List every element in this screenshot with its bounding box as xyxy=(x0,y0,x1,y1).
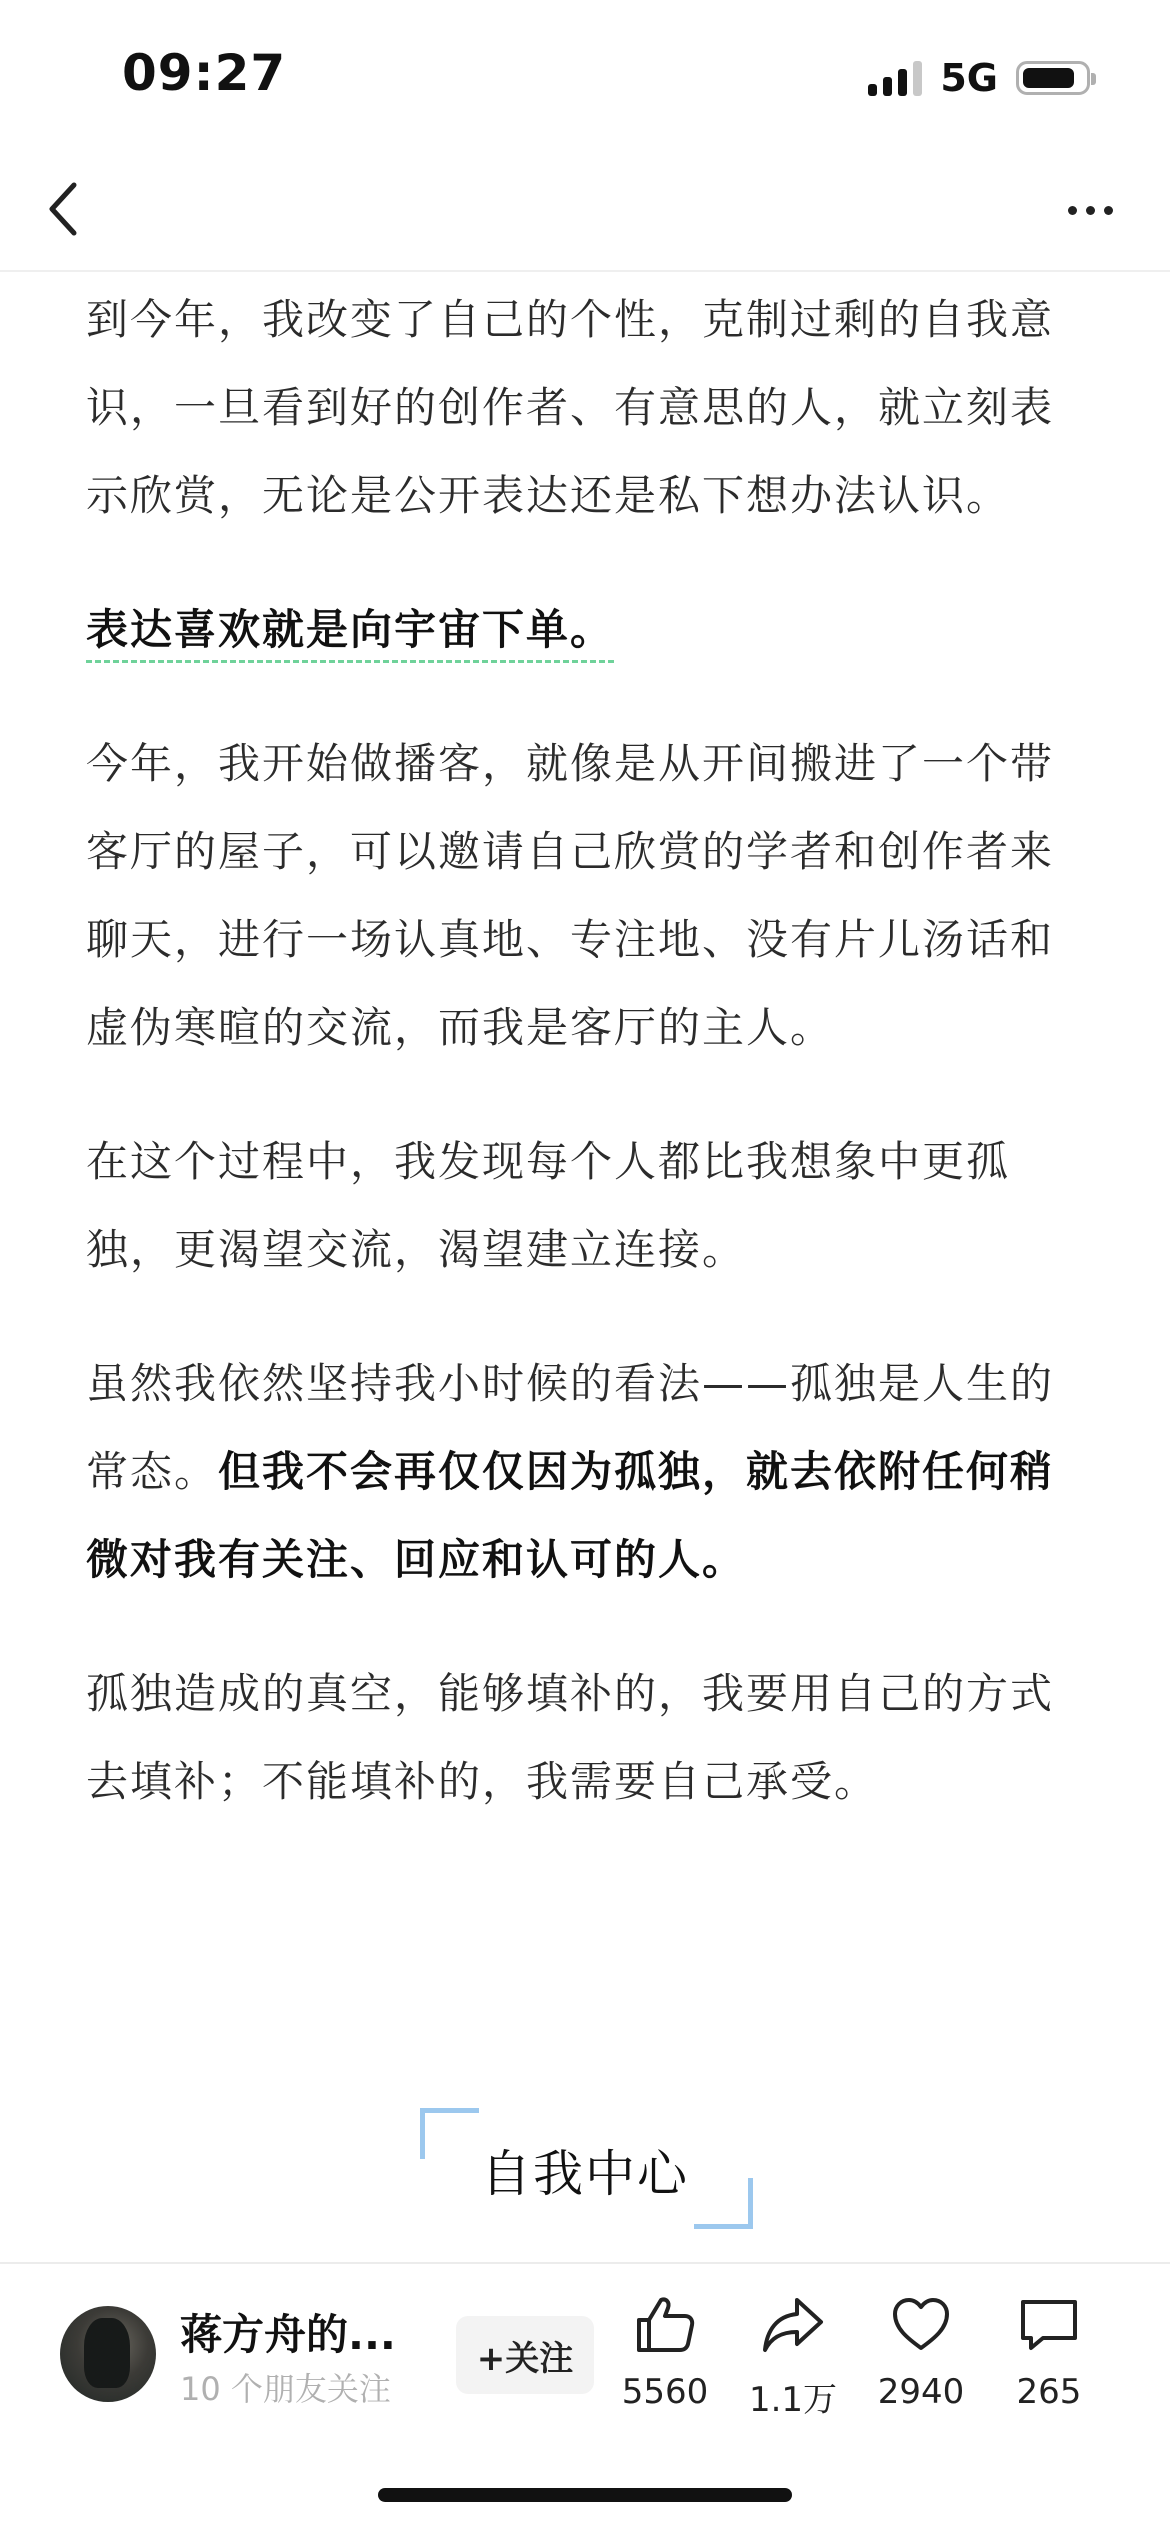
bracket-decoration xyxy=(694,2178,753,2229)
section-title: 自我中心 xyxy=(481,2145,689,2203)
status-time: 09:27 xyxy=(122,44,287,102)
follow-button[interactable]: +关注 xyxy=(456,2316,594,2394)
paragraph: 今年，我开始做播客，就像是从开间搬进了一个带客厅的屋子，可以邀请自己欣赏的学者和创作者来聊天，进行一场认真地、专注地、没有片儿汤话和虚伪寒暄的交流，而我是客厅的主人。 xyxy=(86,739,1055,1052)
thumbs-up-icon xyxy=(633,2294,697,2354)
paragraph xyxy=(86,1340,1086,1604)
section-heading xyxy=(0,2108,1170,2228)
highlighted-quote[interactable]: 表达喜欢就是向宇宙下单。 xyxy=(86,605,614,663)
author-follower-info: 10 个朋友关注 xyxy=(180,2370,391,2408)
chevron-left-icon xyxy=(44,179,84,239)
avatar[interactable] xyxy=(60,2306,156,2402)
battery-icon xyxy=(1016,61,1090,95)
like-count: 5560 xyxy=(621,2372,709,2412)
author-name[interactable]: 蒋方舟的... xyxy=(180,2310,396,2359)
favorite-button[interactable] xyxy=(866,2294,976,2412)
share-count: 1.1万 xyxy=(748,2380,838,2420)
heart-icon xyxy=(889,2294,953,2354)
nav-bar xyxy=(0,150,1170,272)
comment-icon xyxy=(1017,2294,1081,2354)
status-indicators xyxy=(868,56,1090,100)
status-bar xyxy=(0,0,1170,150)
network-type: 5G xyxy=(940,56,998,100)
more-button[interactable] xyxy=(1050,180,1130,240)
paragraph: 在这个过程中，我发现每个人都比我想象中更孤独，更渴望交流，渴望建立连接。 xyxy=(86,1137,1011,1274)
paragraph-text: 虽然我依然坚持我小时候的看法——孤独是人生的常态。 xyxy=(86,1359,1055,1496)
bold-text: 但我不会再仅仅因为孤独，就去依附任何稍微对我有关注、回应和认可的人。 xyxy=(86,1447,1055,1584)
ellipsis-icon xyxy=(1068,206,1077,215)
share-button[interactable] xyxy=(738,2294,848,2421)
comment-count: 265 xyxy=(1016,2372,1082,2412)
home-indicator xyxy=(378,2488,792,2502)
comment-button[interactable] xyxy=(994,2294,1104,2412)
paragraph: 到今年，我改变了自己的个性，克制过剩的自我意识，一旦看到好的创作者、有意思的人，就立刻表示欣赏，无论是公开表达还是私下想办法认识。 xyxy=(86,295,1055,520)
signal-icon xyxy=(868,60,922,96)
back-button[interactable] xyxy=(44,174,124,244)
battery-level xyxy=(1023,68,1074,88)
like-button[interactable] xyxy=(610,2294,720,2412)
article-body xyxy=(86,272,1086,1872)
share-icon xyxy=(761,2294,825,2354)
paragraph: 孤独造成的真空，能够填补的，我要用自己的方式去填补；不能填补的，我需要自己承受。 xyxy=(86,1669,1055,1806)
paragraph-highlight xyxy=(86,586,1086,674)
favorite-count: 2940 xyxy=(877,2372,965,2412)
